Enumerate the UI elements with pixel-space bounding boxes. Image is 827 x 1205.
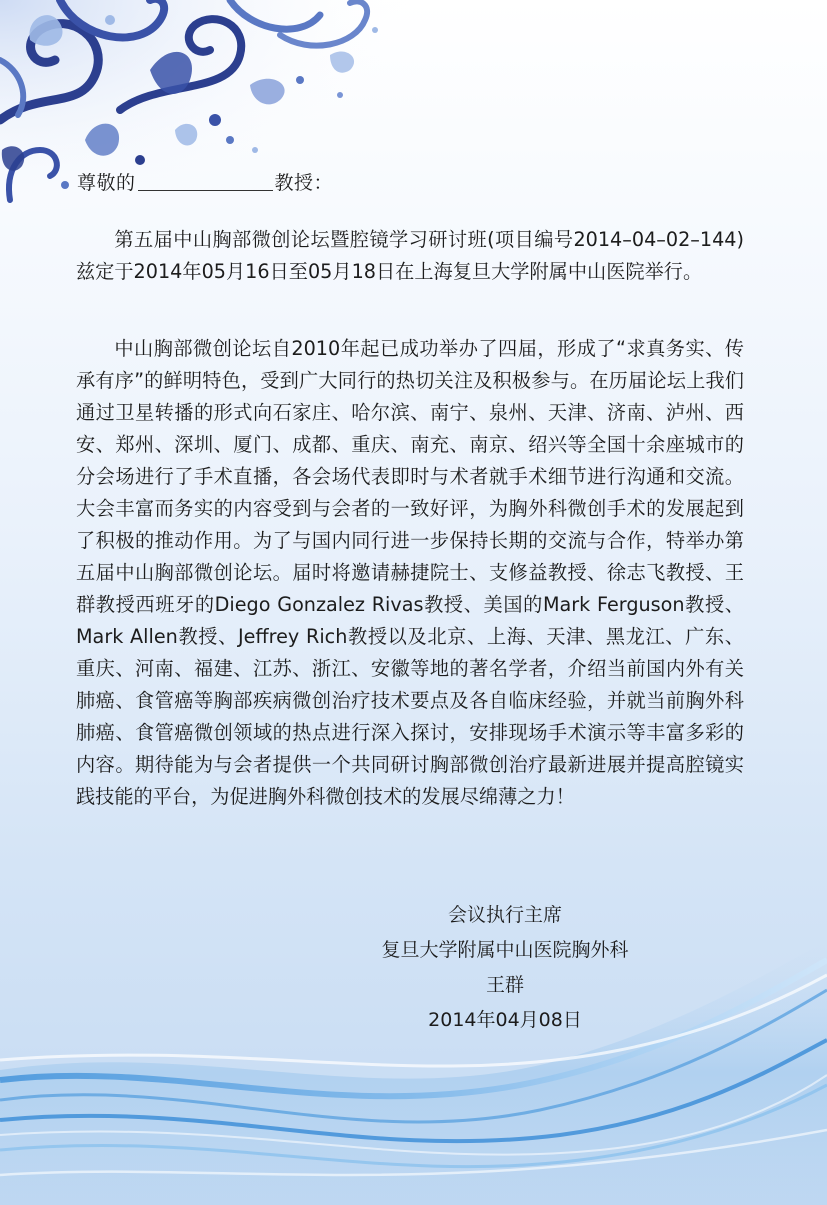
signature-department: 复旦大学附属中山医院胸外科: [381, 939, 629, 961]
salutation-prefix: 尊敬的: [77, 172, 136, 194]
salutation: [77, 168, 333, 198]
paragraph-forum-description: 中山胸部微创论坛自2010年起已成功举办了四届，形成了“求真务实、传承有序”的鲜明特色，受到广大同行的热切关注及积极参与。在历届论坛上我们通过卫星转播的形式向石家庄、哈尔滨、南宁、泉州、天津、济南、泸州、西安、郑州、深圳、厦门、成都、重庆、南充、南京、绍兴等全国十余座城市的分会场进行了手术直播，各会场代表即时与术者就手术细节进行沟通和交流。大会丰富而务实的内容受到与会者的一致好评，为胸外科微创手术的发展起到了积极的推动作用。为了与国内同行进一步保持长期的交流与合作，特举办第五届中山胸部微创论坛。届时将邀请赫捷院士、支修益教授、徐志飞教授、王群教授西班牙的Diego Gonzalez Rivas教授、美国的Mark Ferguson教授、Mark Allen教授、Jeffrey Rich教授以及北京、上海、天津、黑龙江、广东、重庆、河南、福建、江苏、浙江、安徽等地的著名学者，介绍当前国内外有关肺癌、食管癌等胸部疾病微创治疗技术要点及各自临床经验，并就当前胸外科肺癌、食管癌微创领域的热点进行深入探讨，安排现场手术演示等丰富多彩的内容。期待能为与会者提供一个共同研讨胸部微创治疗最新进展并提高腔镜实践技能的平台，为促进胸外科微创技术的发展尽绵薄之力！: [76, 337, 744, 808]
name-blank-line: [138, 170, 273, 191]
paragraph-event-notice: 第五届中山胸部微创论坛暨腔镜学习研讨班(项目编号2014–04–02–144)兹定于2014年05月16日至05月18日在上海复旦大学附属中山医院举行。: [76, 228, 744, 283]
signature-role: 会议执行主席: [447, 904, 562, 926]
signature-date: 2014年04月08日: [428, 1009, 582, 1031]
signature-block: [340, 898, 670, 1038]
signature-name: 王群: [485, 974, 524, 996]
salutation-suffix: 教授：: [274, 172, 334, 194]
